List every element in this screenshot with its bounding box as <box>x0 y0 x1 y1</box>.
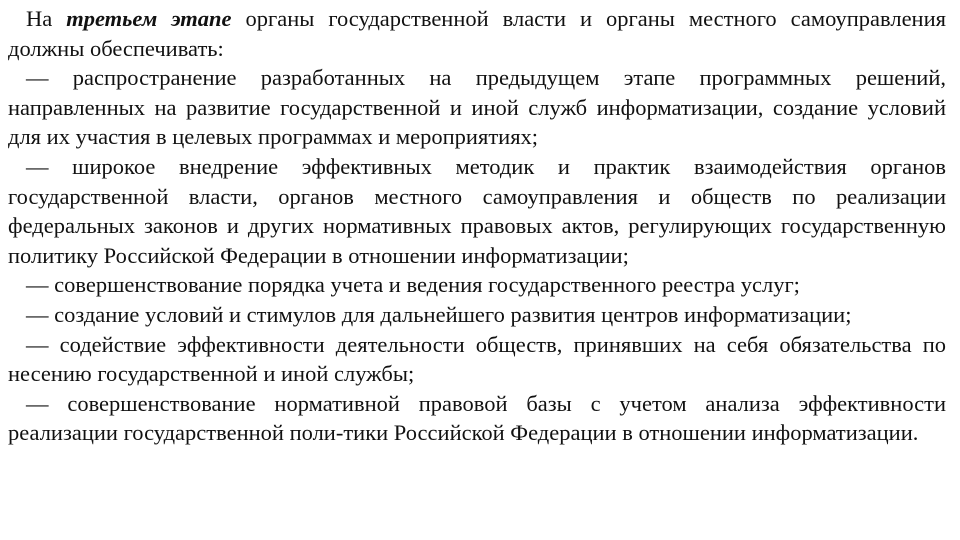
intro-paragraph <box>8 4 946 63</box>
intro-suffix: органы государственной власти и органы местного самоуправления должны обеспечивать: <box>8 6 946 61</box>
intro-prefix: На <box>26 6 67 31</box>
list-item: — создание условий и стимулов для дальнейшего развития центров информатизации; <box>26 301 852 327</box>
list-item: — содействие эффективности деятельности обществ, принявших на себя обязательства по несению государственной и иной службы; <box>8 331 946 387</box>
list-item: — распространение разработанных на предыдущем этапе программных решений, направленных на развитие государственной и иной служб информатизации, создание условий для их участия в целевых программах и мероприятиях; <box>8 65 946 150</box>
document-body <box>8 4 946 448</box>
list-item: — широкое внедрение эффективных методик и практик взаимодействия органов государственной власти, органов местного самоуправления и обществ по реализации федеральных законов и других нормативных правовых актов, регулирующих государственную политику Российской Федерации в отношении информатизации; <box>8 153 946 268</box>
list-item: — совершенствование порядка учета и ведения государственного реестра услуг; <box>26 272 800 298</box>
list-item: — совершенствование нормативной правовой базы с учетом анализа эффективности реализации государственной поли-тики Российской Федерации в отношении информатизации. <box>8 390 946 446</box>
intro-emphasis: третьем этапе <box>66 6 232 31</box>
